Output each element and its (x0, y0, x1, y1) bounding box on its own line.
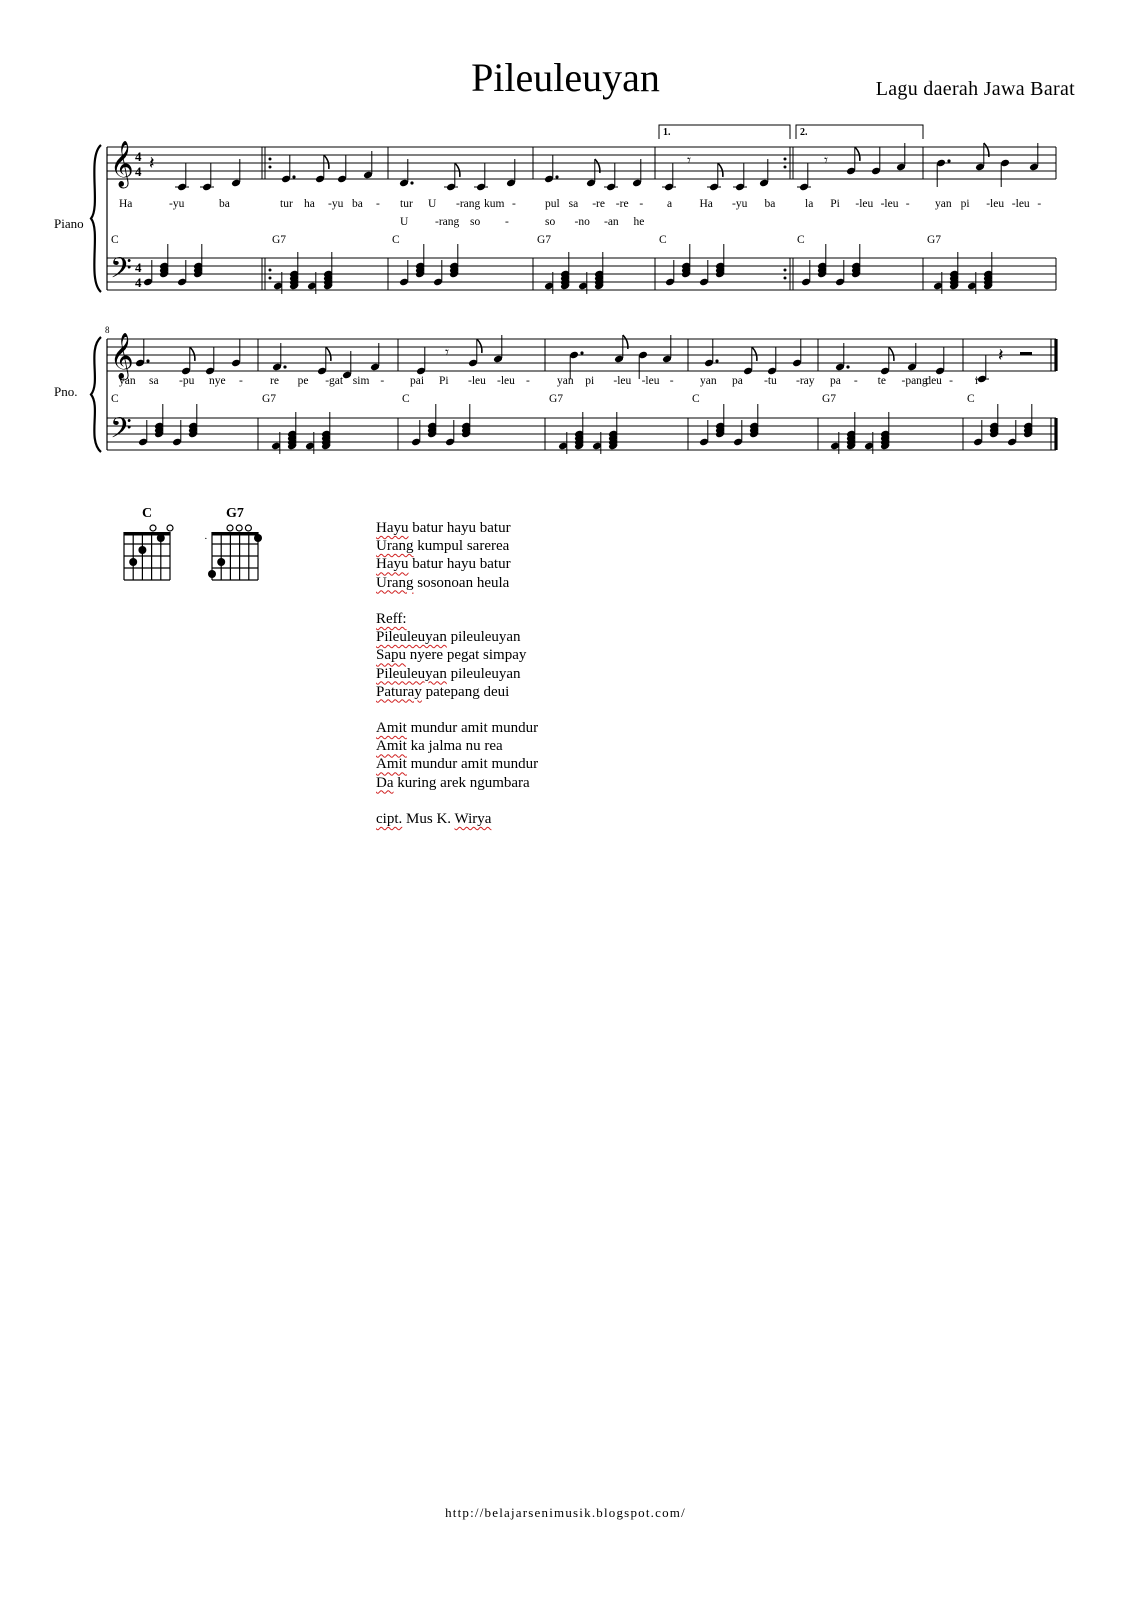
augmentation-dot (146, 359, 149, 362)
lyric-syllable: tur (400, 198, 413, 210)
lyric-syllable: -yu (328, 198, 344, 210)
lyric-syllable-verse2: -rang (435, 216, 460, 228)
augmentation-dot (846, 365, 849, 368)
lyric-syllable: pa (830, 375, 841, 387)
lyric-syllable-verse2: so (470, 216, 481, 228)
lyric-syllable: U (428, 198, 437, 210)
chord-diagram-g7 (204, 506, 264, 584)
lyric-syllable: -leu (1011, 198, 1030, 210)
repeat-dot (784, 269, 787, 272)
lyrics-line: Amit mundur amit mundur (376, 720, 539, 737)
lyric-syllable: Ha (699, 198, 713, 210)
lyric-syllable: - (853, 375, 858, 387)
lyric-syllable: nye (209, 375, 226, 387)
chord-symbol: G7 (549, 393, 564, 405)
lyric-syllable: ba (352, 198, 363, 210)
lyric-syllable: ha (304, 198, 315, 210)
lyric-syllable-verse2: - (505, 216, 509, 228)
lyrics-line: Hayu batur hayu batur (376, 556, 511, 573)
chord-diagram-c (120, 506, 174, 584)
lyric-syllable-verse2: he (633, 216, 645, 228)
lyric-syllable: -leu (986, 198, 1005, 210)
chord-symbol: C (967, 393, 975, 405)
stanza-gap (376, 701, 538, 719)
chord-diagram-name: G7 (226, 506, 244, 521)
lyrics-line: Reff: (376, 610, 407, 627)
lyric-syllable: pai (410, 375, 425, 387)
music-system-2 (0, 318, 1131, 478)
treble-clef-icon: 𝄞 (110, 333, 134, 378)
lyric-syllable: -leu (641, 375, 660, 387)
lyric-syllable: - (376, 198, 380, 210)
repeat-dot (269, 269, 272, 272)
stanza-gap (376, 792, 538, 810)
measure-number: 8 (105, 325, 110, 335)
lyric-syllable: pi (585, 375, 595, 387)
lyric-syllable: - (512, 198, 516, 210)
lyric-syllable: - (949, 375, 954, 387)
lyric-syllable-verse2: so (545, 216, 556, 228)
lyrics-line: Paturay patepang deui (376, 683, 510, 700)
lyric-syllable: -leu (880, 198, 899, 210)
lyrics-line: Amit ka jalma nu rea (376, 738, 503, 755)
lyric-syllable: yan (935, 198, 952, 210)
note-flag (889, 347, 894, 361)
volta-label: 2. (800, 127, 808, 138)
lyric-syllable: yan (557, 375, 574, 387)
quarter-rest-icon: 𝄽 (998, 345, 1004, 365)
lyric-syllable: -pang (901, 375, 928, 387)
repeat-dot (784, 166, 787, 169)
note-flag (477, 339, 482, 353)
volta-label: 1. (663, 127, 671, 138)
chord-symbol: C (402, 393, 410, 405)
chord-symbol: G7 (262, 393, 277, 405)
augmentation-dot (283, 365, 286, 368)
lyrics-line: Hayu batur hayu batur (376, 520, 511, 536)
lyrics-line: Da kuring arek ngumbara (376, 774, 530, 791)
quarter-rest-icon: 𝄽 (149, 153, 155, 173)
lyric-syllable: i (975, 375, 979, 387)
lyric-syllable: ba (764, 198, 776, 210)
lyric-syllable: ba (219, 198, 230, 210)
half-rest-icon (1020, 352, 1032, 355)
lyric-syllable: deu (925, 375, 942, 387)
lyric-syllable: a (667, 198, 673, 210)
lyric-syllable: -ray (796, 375, 815, 387)
lyric-syllable: -yu (732, 198, 748, 210)
eighth-rest-icon: 𝄾 (445, 345, 449, 361)
lyric-syllable: -re (592, 198, 605, 210)
lyric-syllable: tur (280, 198, 293, 210)
stanza-gap (376, 592, 538, 610)
lyric-syllable: re (270, 375, 279, 387)
augmentation-dot (947, 159, 950, 162)
lyric-syllable: pi (960, 198, 970, 210)
guitar-chord-grid-c (120, 512, 174, 584)
lyric-syllable: Pi (830, 198, 840, 210)
lyric-syllable: - (1037, 198, 1042, 210)
chord-symbol: G7 (822, 393, 837, 405)
note-flag (326, 347, 331, 361)
augmentation-dot (410, 181, 413, 184)
augmentation-dot (580, 351, 583, 354)
repeat-dot (784, 277, 787, 280)
note-flag (855, 147, 860, 161)
lyric-syllable: -re (615, 198, 629, 210)
volta-bracket (796, 125, 923, 139)
lyric-syllable-verse2: -no (574, 216, 590, 228)
lyric-syllable: kum (484, 198, 505, 210)
footer-url[interactable]: http://belajarsenimusik.blogspot.com/ (445, 1505, 686, 1520)
lyrics-line: Urang kumpul sarerea (376, 538, 510, 555)
lyric-syllable: pa (732, 375, 743, 387)
lyric-syllable: - (526, 375, 530, 387)
time-signature-bottom: 4 (135, 275, 142, 290)
lyric-syllable: yan (700, 375, 717, 387)
lyric-syllable: la (805, 198, 814, 210)
song-origin: Lagu daerah Jawa Barat (875, 78, 1075, 100)
lyrics-line: Pileuleuyan pileuleuyan (376, 629, 521, 646)
eighth-rest-icon: 𝄾 (824, 153, 828, 169)
chord-symbol: C (111, 234, 119, 246)
note-flag (752, 347, 757, 361)
eighth-rest-icon: 𝄾 (687, 153, 691, 169)
lyric-syllable: -leu (497, 375, 515, 387)
lyric-syllable: Pi (439, 375, 449, 387)
time-signature-bottom: 4 (135, 164, 142, 179)
lyric-syllable: - (639, 198, 644, 210)
lyric-syllable: - (905, 198, 910, 210)
chord-diagram-name: C (141, 506, 153, 521)
treble-clef-icon: 𝄞 (110, 141, 134, 186)
chord-symbol: G7 (927, 234, 942, 246)
note-flag (455, 163, 460, 177)
lyric-syllable: sa (568, 198, 579, 210)
brace (91, 145, 101, 292)
chord-symbol: G7 (537, 234, 552, 246)
lyrics-line: Urang sosonoan heula (376, 574, 510, 591)
bass-clef-icon: 𝄢 (110, 414, 132, 451)
lyric-syllable: -tu (764, 375, 777, 387)
lyric-syllable: pe (297, 375, 309, 387)
bass-clef-icon: 𝄢 (110, 254, 132, 291)
brace (91, 337, 101, 452)
svg-text:·: · (204, 533, 208, 545)
lyrics-line: Sapu nyere pegat simpay (376, 647, 527, 664)
chord-symbol: G7 (272, 234, 287, 246)
lyric-syllable: -yu (169, 198, 185, 210)
chord-symbol: C (659, 234, 667, 246)
lyric-syllable: - (239, 375, 243, 387)
guitar-chord-grid-g7 (206, 512, 264, 584)
lyric-syllable: - (669, 375, 674, 387)
lyric-syllable: -rang (456, 198, 481, 210)
time-signature-top: 4 (135, 260, 142, 275)
augmentation-dot (555, 175, 558, 178)
chord-symbol: C (392, 234, 400, 246)
lyrics-line: cipt. Mus K. Wirya (376, 811, 492, 827)
lyrics-text (376, 519, 538, 828)
instrument-label-pno: Pno. (54, 384, 78, 399)
song-title: Pileuleuyan (471, 55, 660, 100)
lyric-syllable: pul (545, 198, 560, 210)
note-flag (324, 155, 329, 169)
chord-symbol: C (797, 234, 805, 246)
lyric-syllable: -leu (855, 198, 874, 210)
lyric-syllable-verse2: -an (604, 216, 619, 228)
chord-symbol: C (111, 393, 119, 405)
lyric-syllable: Ha (119, 198, 133, 210)
lyrics-line: Amit mundur amit mundur (376, 756, 539, 773)
chord-symbol: C (692, 393, 700, 405)
augmentation-dot (292, 175, 295, 178)
lyric-syllable-verse2: U (400, 216, 409, 228)
music-system-1 (0, 127, 1131, 305)
volta-bracket (659, 125, 790, 139)
lyric-syllable: -pu (179, 375, 195, 387)
lyric-syllable: - (380, 375, 385, 387)
lyric-syllable: -leu (468, 375, 486, 387)
note-flag (190, 347, 195, 361)
lyric-syllable: sim (352, 375, 370, 387)
lyric-syllable: -gat (325, 375, 344, 387)
instrument-label-piano: Piano (54, 216, 84, 231)
repeat-dot (269, 158, 272, 161)
augmentation-dot (715, 359, 718, 362)
repeat-dot (784, 158, 787, 161)
lyrics-line: Pileuleuyan pileuleuyan (376, 665, 521, 682)
time-signature-top: 4 (135, 149, 142, 164)
lyric-syllable: -leu (613, 375, 632, 387)
repeat-dot (269, 277, 272, 280)
lyric-syllable: yan (119, 375, 136, 387)
note-flag (718, 163, 723, 177)
lyric-syllable: te (877, 375, 886, 387)
repeat-dot (269, 166, 272, 169)
lyric-syllable: sa (149, 375, 159, 387)
